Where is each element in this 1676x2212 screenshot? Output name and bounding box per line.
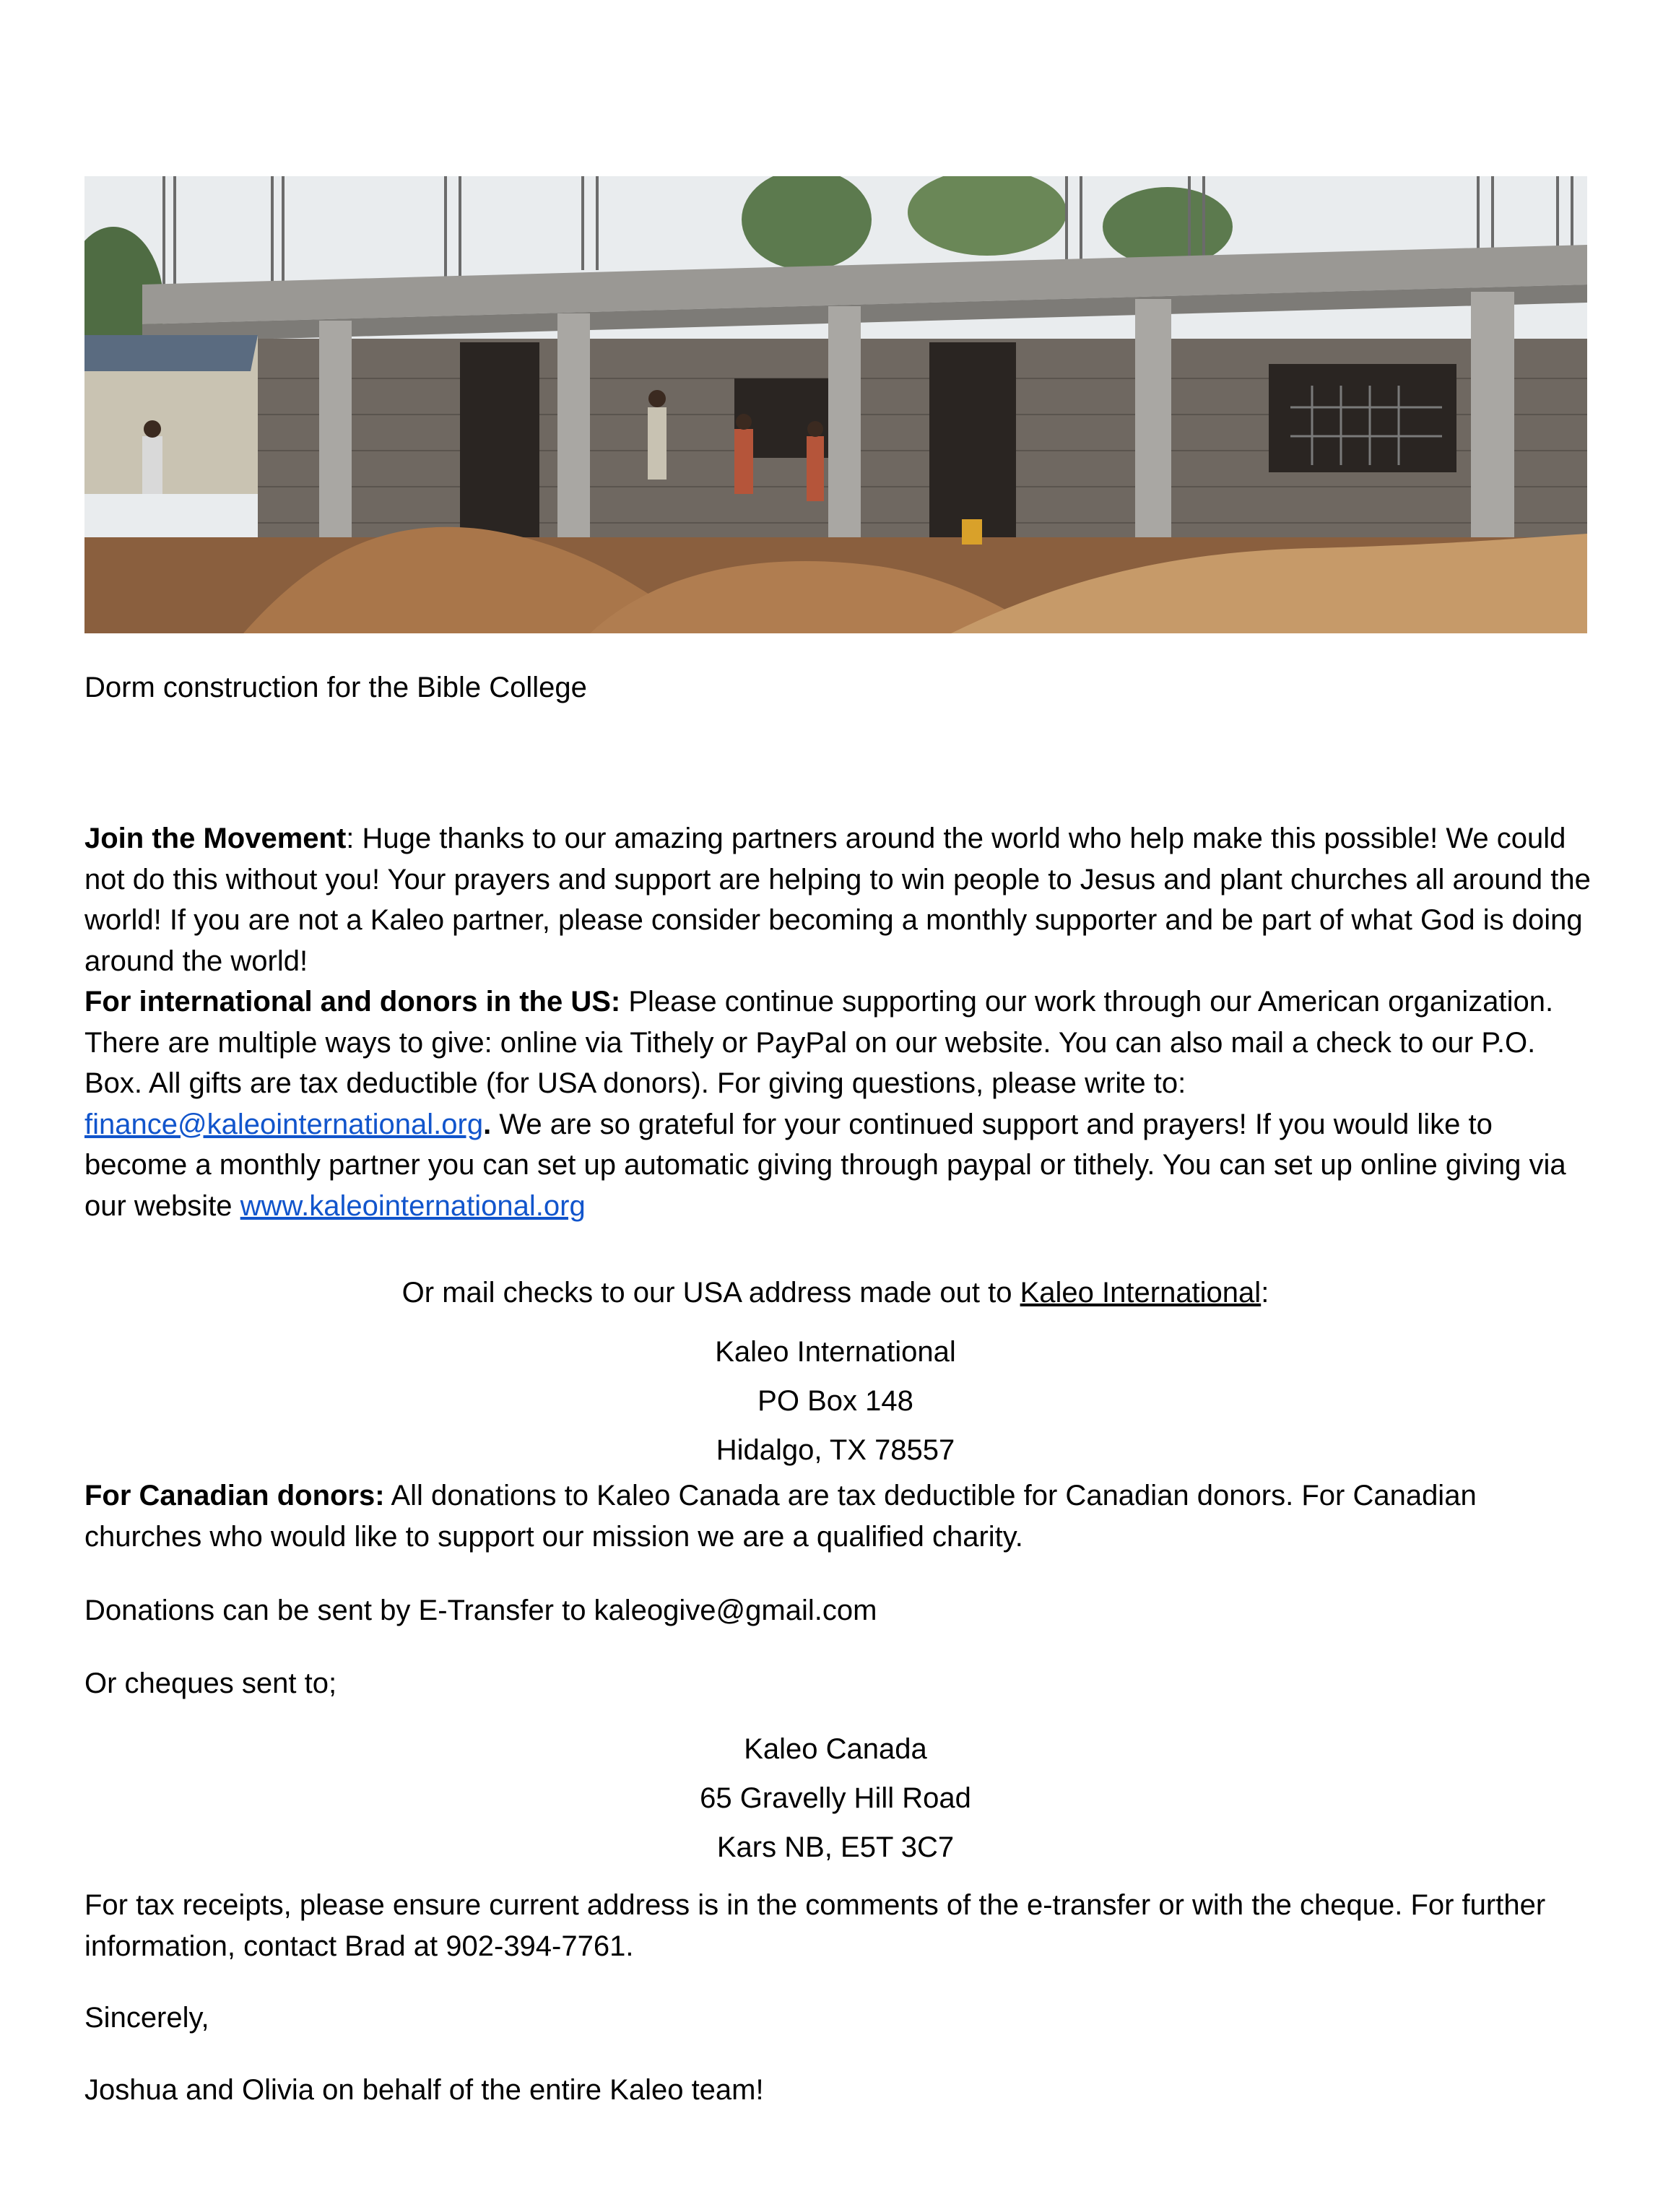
canada-address-line-3: Kars NB, E5T 3C7 bbox=[716, 1831, 955, 1863]
us-address-line-2: PO Box 148 bbox=[757, 1385, 913, 1417]
canadian-donors-heading: For Canadian donors: bbox=[84, 1480, 385, 1511]
giving-paragraph bbox=[84, 818, 1594, 1226]
canadian-donors-paragraph bbox=[84, 1475, 1594, 1557]
us-address-line-1: Kaleo International bbox=[715, 1336, 956, 1368]
construction-photo bbox=[84, 176, 1587, 633]
canada-address-line-1: Kaleo Canada bbox=[744, 1733, 927, 1765]
construction-photo-icon bbox=[84, 176, 1587, 633]
canadian-donors-text: All donations to Kaleo Canada are tax deductible for Canadian donors. For Canadian churches who would like to support our mission we are a qualified charity. bbox=[84, 1480, 1477, 1553]
canada-address bbox=[84, 1725, 1586, 1872]
canada-address-line-2: 65 Gravelly Hill Road bbox=[700, 1782, 971, 1814]
us-address bbox=[84, 1327, 1586, 1475]
tax-receipts-paragraph: For tax receipts, please ensure current address is in the comments of the e-transfer or with the cheque. For further information, contact Brad at 902-394-7761. bbox=[84, 1889, 1546, 1962]
cheques-line: Or cheques sent to; bbox=[84, 1667, 337, 1699]
mail-lead: Or mail checks to our USA address made out to bbox=[401, 1277, 1020, 1309]
join-movement-heading: Join the Movement bbox=[84, 823, 347, 854]
us-donors-text-2: We are so grateful for your continued support and prayers! If you would like to become a monthly partner you can set up automatic giving through paypal or tithely. You can set up online giving via our website bbox=[84, 1108, 1566, 1222]
payee-name: Kaleo International bbox=[1020, 1277, 1262, 1309]
mail-colon: : bbox=[1261, 1277, 1269, 1309]
closing-line: Sincerely, bbox=[84, 2002, 209, 2034]
us-donors-text-1: Please continue supporting our work through our American organization. There are multiple ways to give: online via Tithely or PayPal on our website. You can also mail a check to our P.O. Box. All gifts are tax deductible (for USA donors). For giving questions, please write to: bbox=[84, 986, 1554, 1099]
finance-email-link[interactable]: finance@kaleointernational.org bbox=[84, 1108, 484, 1140]
email-period: . bbox=[483, 1108, 492, 1140]
join-movement-text: : Huge thanks to our amazing partners around the world who help make this possible! We could not do this without you! Your prayers and support are helping to win people to Jesus and plant churches all around the world! If you are not a Kaleo partner, please consider becoming a monthly supporter and be part of what God is doing around the world! bbox=[84, 823, 1591, 977]
website-link[interactable]: www.kaleointernational.org bbox=[240, 1189, 586, 1222]
us-address-line-3: Hidalgo, TX 78557 bbox=[716, 1434, 955, 1466]
us-donors-heading: For international and donors in the US: bbox=[84, 986, 621, 1018]
photo-caption: Dorm construction for the Bible College bbox=[84, 672, 587, 703]
etransfer-line: Donations can be sent by E-Transfer to kaleogive@gmail.com bbox=[84, 1595, 877, 1626]
signature-line: Joshua and Olivia on behalf of the entire Kaleo team! bbox=[84, 2074, 764, 2106]
mail-checks-line bbox=[84, 1272, 1586, 1314]
